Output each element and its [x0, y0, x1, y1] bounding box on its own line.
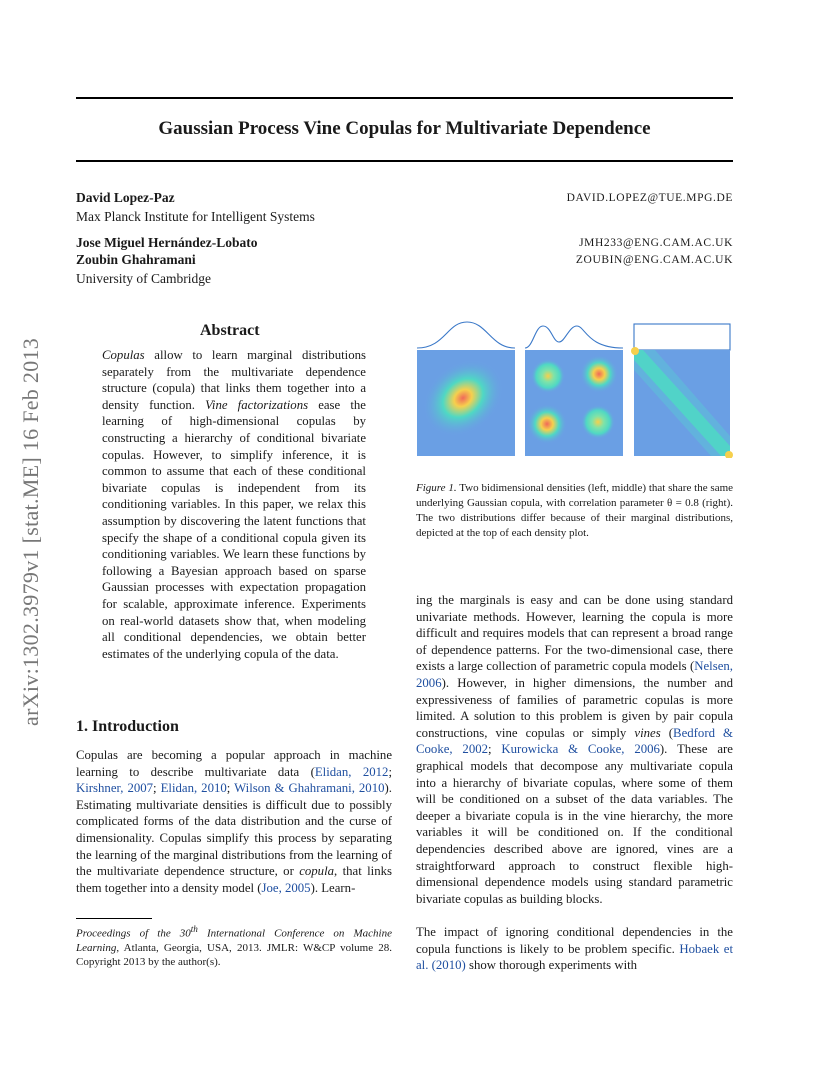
figure-1-caption: Figure 1. Two bidimensional densities (left, middle) that share the same underlying Gaussian copula, with correlation parameter θ = 0.8 (right). The two distributions differ because of their marginal distributions, depicted at the top of each density plot. [416, 482, 734, 539]
marginal-curve-middle [525, 326, 623, 348]
author-email[interactable]: ZOUBIN@ENG.CAM.AC.UK [575, 254, 733, 266]
title-bottom-rule [76, 160, 733, 162]
title-top-rule [76, 97, 733, 99]
footnote-rule [76, 918, 152, 919]
citation-link[interactable]: Kirshner, 2007 [76, 781, 154, 796]
density-blob [531, 359, 565, 393]
density-blob [581, 405, 615, 439]
citation-link[interactable]: Wilson & Ghahramani, 2010 [234, 781, 385, 796]
abstract-heading: Abstract [200, 322, 260, 339]
citation-link[interactable]: Hobaek et al. (2010) [416, 941, 733, 973]
author-name: David Lopez-Paz [76, 190, 175, 205]
citation-link[interactable]: Joe, 2005 [261, 880, 311, 895]
introduction-paragraph-2: The impact of ignoring conditional dependencies in the copula functions is likely to be problem specific. Hobaek et al. (2010) show thorough experiments with [416, 925, 733, 973]
copula-corner-peak [631, 347, 639, 355]
author-email[interactable]: JMH233@ENG.CAM.AC.UK [579, 237, 733, 249]
author-name: Jose Miguel Hernández-Lobato [76, 235, 258, 250]
citation-link[interactable]: Elidan, 2010 [160, 781, 227, 796]
citation-link[interactable]: Elidan, 2012 [314, 764, 389, 779]
citation-link[interactable]: Kurowicka & Cooke, 2006 [501, 742, 660, 757]
author-email[interactable]: DAVID.LOPEZ@TUE.MPG.DE [566, 192, 733, 204]
paper-title: Gaussian Process Vine Copulas for Multivariate Dependence [158, 118, 651, 139]
arxiv-stamp: arXiv:1302.3979v1 [stat.ME] 16 Feb 2013 [18, 337, 43, 727]
author-name: Zoubin Ghahramani [76, 252, 196, 267]
author-affiliation: Max Planck Institute for Intelligent Systems [76, 209, 315, 224]
introduction-continued-text: ing the marginals is easy and can be done using standard univariate methods. However, learning the copula is more difficult and requires models that can represent a broad range of dependence patterns. For the two-dimensional case, there exists a large collection of parametric copula models (Nelsen, 2006). However, in higher dimensions, the number and expressiveness of families of parametric copulas is more limited. A solution to this problem is given by pair copula constructions, vine copulas or simply vines (Bedford & Cooke, 2002; Kurowicka & Cooke, 2006). These are graphical models that decompose any multivariate copula into a hierarchy of bivariate copulas, where some of them will be conditioned on a subset of the data variables. The deeper a bivariate copula is in the vine hierarchy, the more variables it will be conditioned on. If the conditional dependencies described above are ignored, vines are a straightforward approach to construct flexible high-dimensional dependence models using standard parametric bivariate copulas as building blocks. [416, 593, 734, 906]
figure-1-density-plots [415, 318, 733, 458]
introduction-text: Copulas are becoming a popular approach in machine learning to describe multivariate data (Elidan, 2012; Kirshner, 2007; Elidan, 2010; Wilson & Ghahramani, 2010). Estimating multivariate densities is difficult due to possibly complicated forms of the data distribution and the curse of dimensionality. Copulas simplify this process by separating the learning of the marginal distributions from the learning of the multivariate dependence structure, or copula, that links them together into a density model (Joe, 2005). Learn- [76, 748, 392, 895]
marginal-curve-left [417, 322, 515, 348]
density-blob [527, 404, 567, 444]
section-heading-introduction: 1. Introduction [76, 718, 179, 735]
citation-link[interactable]: Nelsen, 2006 [416, 659, 733, 690]
footnote: Proceedings of the 30th International Conference on Machine Learning, Atlanta, Georgia, USA, 2013. JMLR: W&CP volume 28. Copyright 2013 by the author(s). [76, 924, 392, 968]
density-blob [580, 355, 618, 393]
abstract-text: Copulas allow to learn marginal distributions separately from the multivariate dependence structure (copula) that links them together into a density function. Vine factorizations ease the learning of high-dimensional copulas by constructing a hierarchy of conditional bivariate copulas. However, to simplify inference, it is common to assume that each of these conditional bivariate copulas is independent from its conditioning variables. In this paper, we relax this assumption by discovering the latent functions that specify the shape of a conditional copula given its conditioning variables. We learn these functions by following a Bayesian approach based on sparse Gaussian processes with expectation propagation for scalable, approximate inference. Experiments on real-world datasets show that, when modeling all conditional dependencies, we obtain better estimates of the underlying copula of the data. [102, 348, 366, 661]
uniform-marginal-box [634, 324, 730, 350]
author-affiliation: University of Cambridge [76, 271, 211, 286]
citation-link[interactable]: Bedford & Cooke, 2002 [416, 725, 734, 757]
